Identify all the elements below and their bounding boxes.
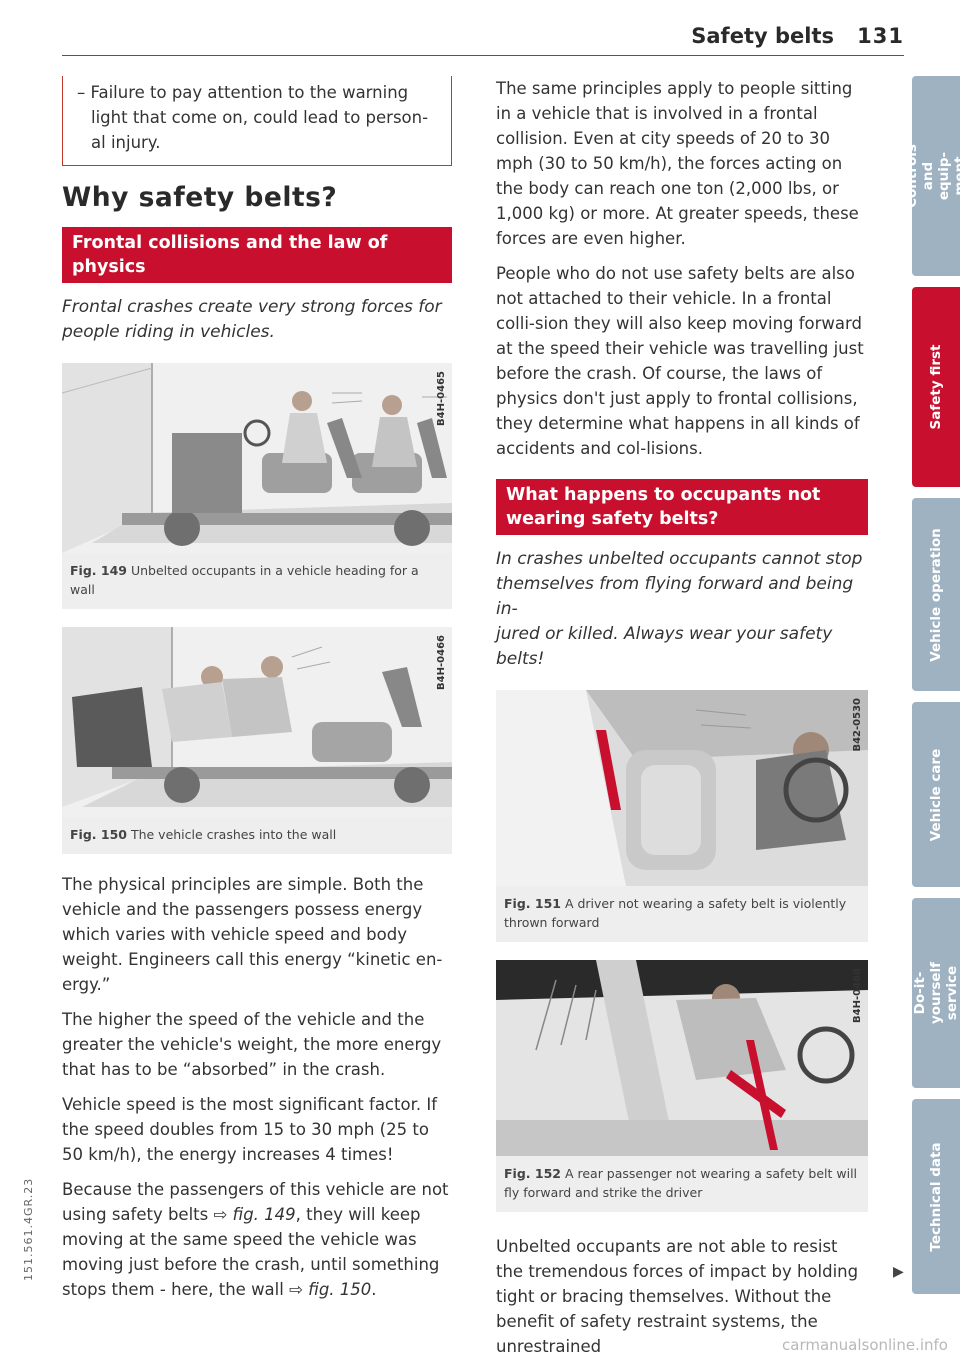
figure-150 bbox=[62, 627, 452, 854]
sidebar-tab-controls[interactable] bbox=[904, 76, 968, 276]
sidebar-tab-label: Vehicle operation bbox=[928, 527, 944, 662]
main-heading: Why safety belts? bbox=[62, 182, 338, 213]
figure-code: B4H-0468 bbox=[852, 968, 863, 1023]
figure-caption bbox=[496, 1156, 868, 1202]
body-paragraph: The higher the speed of the vehicle and the greater the vehicle's weight, the more energy that has to be “absorbed” in the crash. bbox=[62, 1010, 442, 1079]
figure-149 bbox=[62, 363, 452, 609]
body-paragraph: The physical principles are simple. Both the vehicle and the passengers possess energy which varies with vehicle speed and body weight. Engineers call this energy “kinetic en-ergy.” bbox=[62, 875, 443, 994]
paragraph-text: . bbox=[371, 1280, 377, 1299]
sidebar-tab-vehicle-operation[interactable] bbox=[912, 498, 960, 691]
sidebar-tab-label: Do-it-yourself service bbox=[912, 961, 960, 1025]
section-intro bbox=[62, 295, 452, 345]
figure-caption-text: Unbelted occupants in a vehicle heading for a wall bbox=[70, 563, 419, 597]
figure-152-image bbox=[496, 960, 868, 1156]
sidebar-tab-label: Safety first bbox=[928, 344, 944, 430]
figure-code: B4H-0465 bbox=[436, 371, 447, 426]
body-paragraph: Unbelted occupants are not able to resist the tremendous forces of impact by holding tight or bracing themselves. Without the benefit of safety restraint systems, the unrestrained bbox=[496, 1237, 859, 1356]
continue-arrow-icon: ▶ bbox=[893, 1264, 904, 1280]
figure-label: Fig. 152 bbox=[504, 1166, 561, 1181]
paragraph-text: Because the passengers of this vehicle are not using safety belts bbox=[62, 1180, 449, 1224]
body-paragraph: The same principles apply to people sitting in a vehicle that is involved in a frontal collision. Even at city speeds of 20 to 30 mph (30 to 50 km/h), the forces acting on the body can reach one ton (2,000 lbs, or 1,000 kg) or more. At greater speeds, these forces are even higher. bbox=[496, 79, 859, 248]
body-paragraph bbox=[62, 1177, 452, 1302]
paragraph-text: , they will keep moving at the same speed the vehicle was moving just before the crash, until something stops them - here, the wall bbox=[62, 1205, 440, 1299]
unbelted-occupants-illustration bbox=[62, 363, 452, 553]
document-id: 151.561.4GR.23 bbox=[22, 1177, 35, 1281]
rear-passenger-illustration bbox=[496, 960, 868, 1156]
section-heading-frontal-collisions: Frontal collisions and the law of physics bbox=[62, 227, 452, 283]
figure-reference-link[interactable]: ⇨ fig. 149 bbox=[213, 1205, 296, 1224]
sidebar-tab-label: Controls and equip- ment bbox=[904, 144, 968, 208]
body-paragraph: People who do not use safety belts are also not attached to their vehicle. In a frontal colli-sion they will also keep moving forward at the speed their vehicle was travelling just before the crash. Of course, the laws of physics don't just apply to frontal collisions, they determine what happens in all kinds of accidents and col-lisions. bbox=[496, 264, 864, 458]
intro-line: people riding in vehicles. bbox=[62, 322, 275, 342]
page-number: 131 bbox=[857, 24, 904, 48]
figure-caption bbox=[62, 553, 452, 599]
figure-151-image bbox=[496, 690, 868, 886]
figure-label: Fig. 151 bbox=[504, 896, 561, 911]
page-header bbox=[62, 22, 904, 56]
figure-caption bbox=[496, 886, 868, 932]
sidebar-tab-do-it-yourself[interactable] bbox=[912, 898, 960, 1088]
intro-line: In crashes unbelted occupants cannot stop bbox=[496, 549, 863, 569]
figure-code: B4H-0466 bbox=[436, 635, 447, 690]
sidebar-tab-safety-first[interactable] bbox=[912, 287, 960, 487]
section-intro bbox=[496, 547, 868, 672]
figure-code: B42-0530 bbox=[852, 698, 863, 752]
figure-label: Fig. 149 bbox=[70, 563, 127, 578]
figure-caption-text: A driver not wearing a safety belt is violently thrown forward bbox=[504, 896, 847, 930]
intro-line: jured or killed. Always wear your safety belts! bbox=[496, 624, 833, 669]
sidebar-tab-label: Technical data bbox=[928, 1141, 944, 1252]
watermark: carmanualsonline.info bbox=[782, 1336, 948, 1354]
figure-149-image bbox=[62, 363, 452, 553]
warning-box bbox=[62, 76, 452, 166]
figure-caption bbox=[62, 817, 452, 844]
figure-reference-link[interactable]: ⇨ fig. 150 bbox=[289, 1280, 372, 1299]
figure-150-image bbox=[62, 627, 452, 817]
sidebar-tab-label: Vehicle care bbox=[928, 748, 944, 841]
figure-151 bbox=[496, 690, 868, 942]
warning-line: al injury. bbox=[91, 133, 161, 152]
figure-caption-text: The vehicle crashes into the wall bbox=[130, 827, 337, 842]
chapter-title: Safety belts bbox=[691, 24, 834, 48]
sidebar-tab-vehicle-care[interactable] bbox=[912, 702, 960, 887]
right-column bbox=[496, 76, 868, 1359]
driver-thrown-forward-illustration bbox=[496, 690, 868, 886]
section-heading-unbelted-occupants: What happens to occupants not wearing safety belts? bbox=[496, 479, 868, 535]
intro-line: Frontal crashes create very strong forces for bbox=[62, 297, 442, 317]
sidebar-tab-technical-data[interactable] bbox=[912, 1099, 960, 1294]
warning-line: – Failure to pay attention to the warning bbox=[77, 83, 409, 102]
intro-line: themselves from flying forward and being in- bbox=[496, 574, 854, 619]
left-column bbox=[62, 76, 452, 1302]
figure-152 bbox=[496, 960, 868, 1212]
figure-label: Fig. 150 bbox=[70, 827, 127, 842]
figure-caption-text: A rear passenger not wearing a safety belt will fly forward and strike the driver bbox=[504, 1166, 858, 1200]
warning-line: light that come on, could lead to person- bbox=[91, 108, 429, 127]
vehicle-crash-illustration bbox=[62, 627, 452, 817]
body-paragraph: Vehicle speed is the most significant factor. If the speed doubles from 15 to 30 mph (25 to 50 km/h), the energy increases 4 times! bbox=[62, 1095, 438, 1164]
